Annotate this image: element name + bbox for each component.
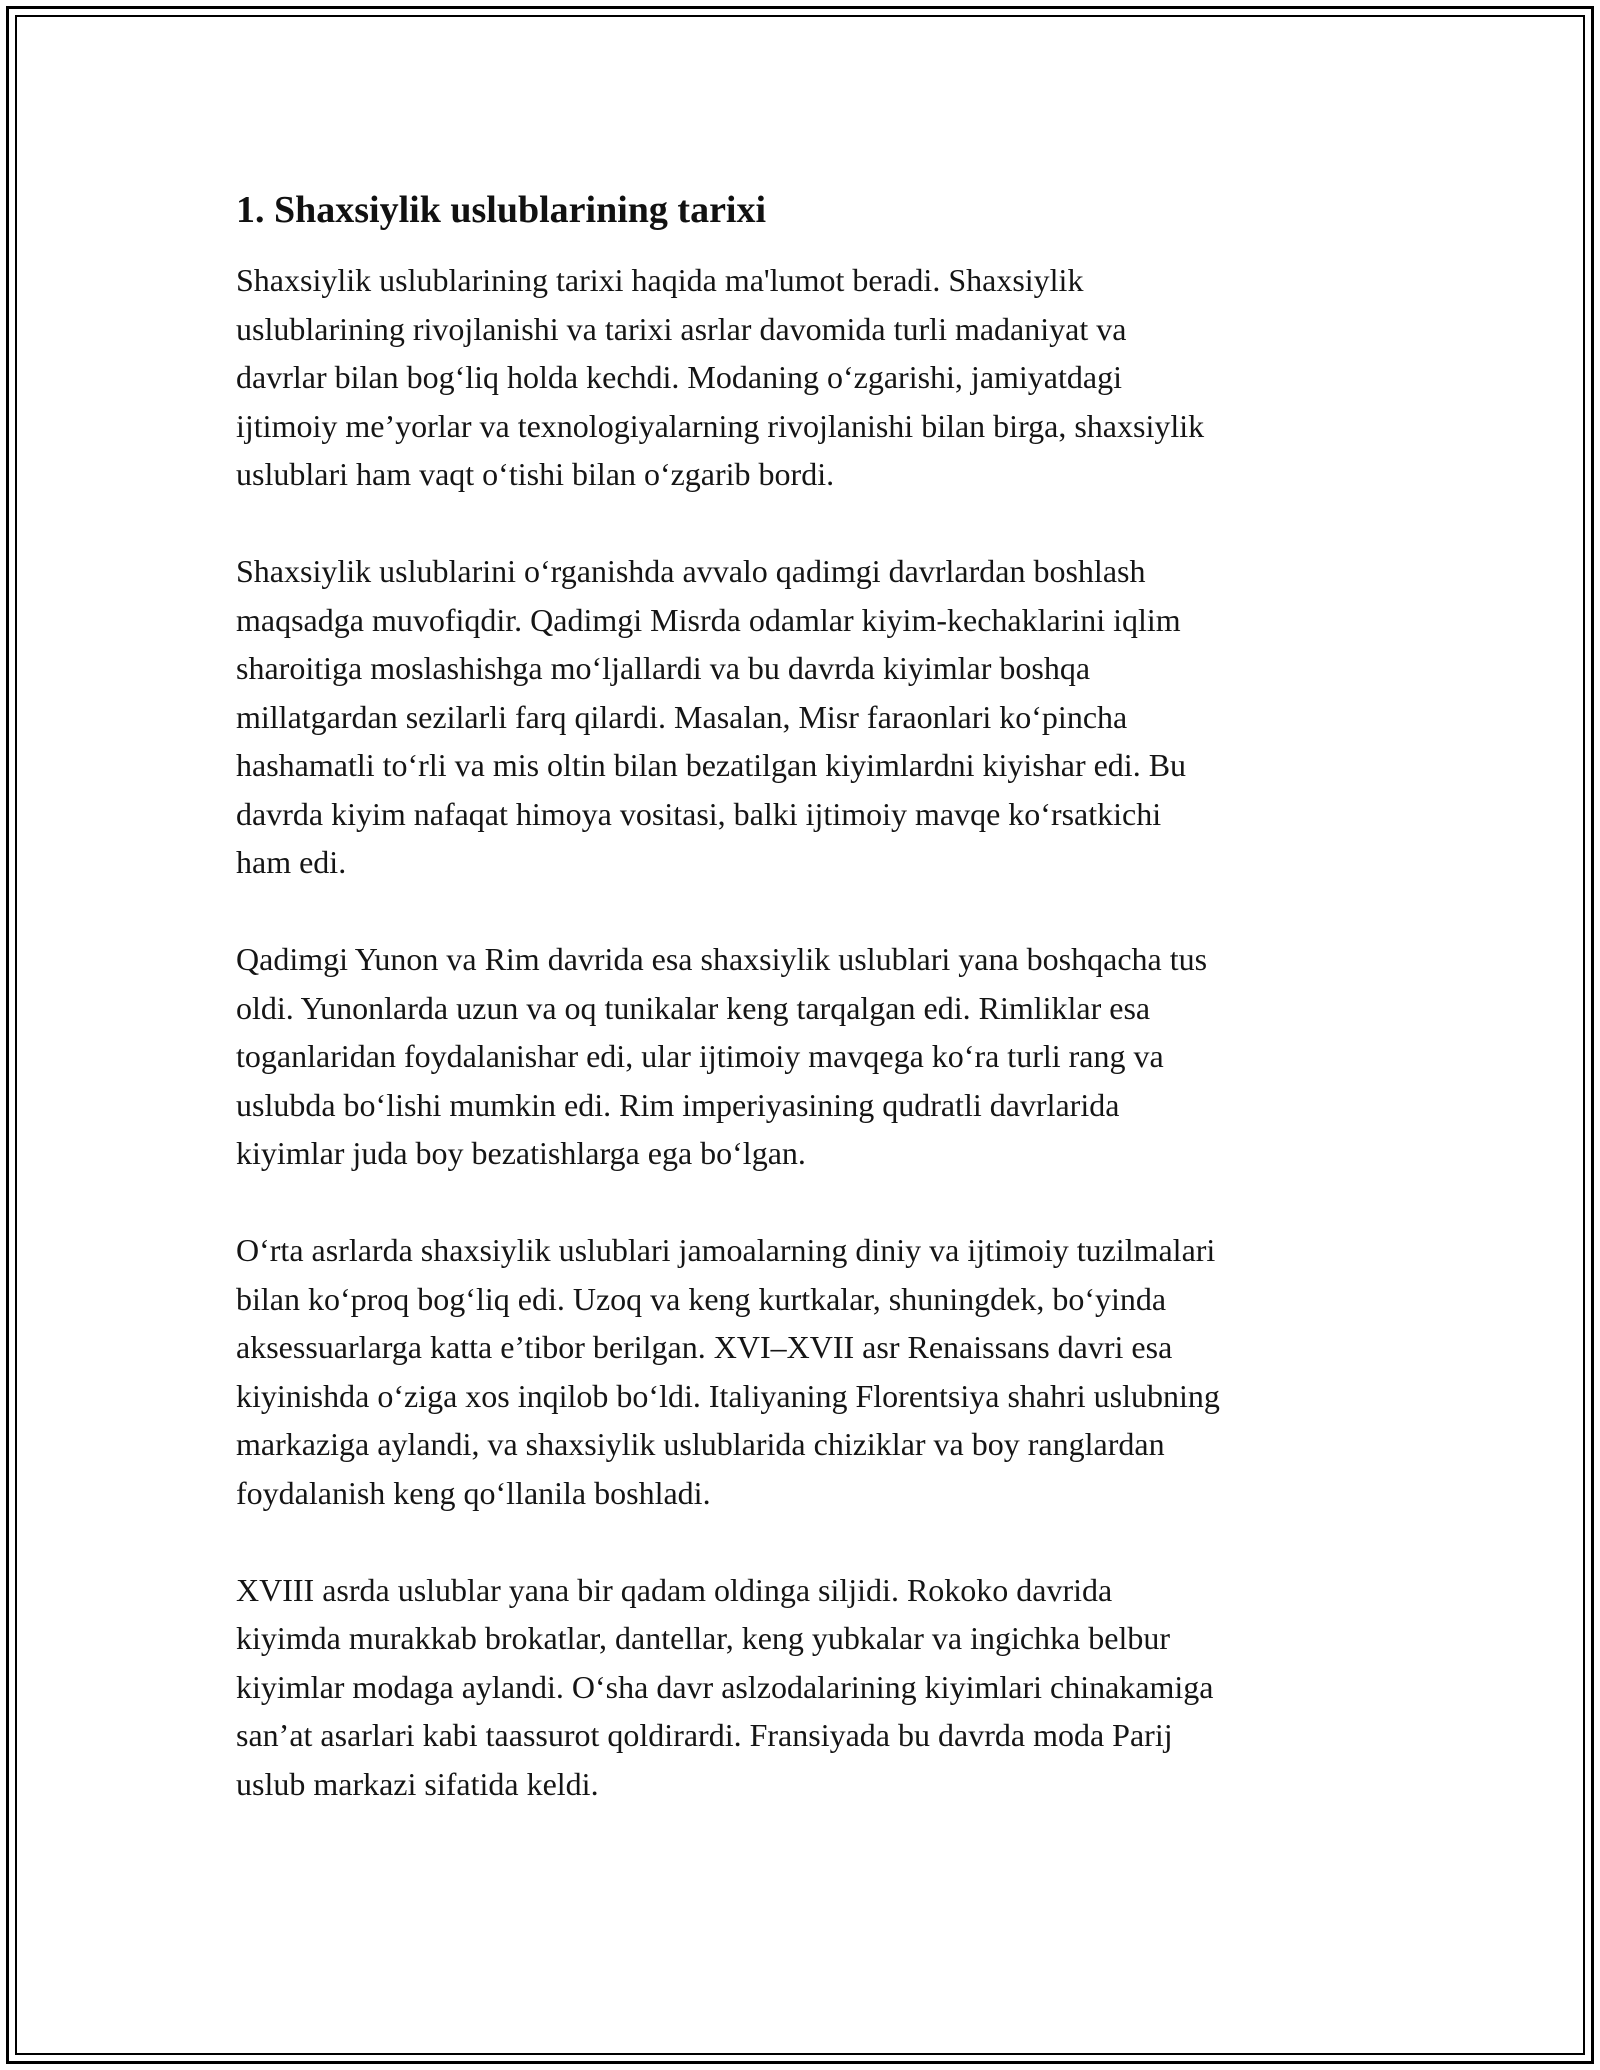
paragraph-ancient-egypt <box>236 547 1366 887</box>
text-line: kiyimlar juda boy bezatishlarga ega bo‘lgan. <box>236 1135 806 1171</box>
text-line: millatgardan sezilarli farq qilardi. Masalan, Misr faraonlari ko‘pincha <box>236 698 1128 735</box>
text-line: uslub markazi sifatida keldi. <box>236 1765 599 1802</box>
text-line: uslublarining rivojlanishi va tarixi asrlar davomida turli madaniyat va <box>236 310 1127 347</box>
text-line: XVIII asrda uslublar yana bir qadam oldinga siljidi. Rokoko davrida <box>236 1571 1113 1608</box>
text-line: oldi. Yunonlarda uzun va oq tunikalar keng tarqalgan edi. Rimliklar esa <box>236 989 1151 1026</box>
text-line: ham edi. <box>236 844 347 880</box>
text-line: maqsadga muvofiqdir. Qadimgi Misrda odamlar kiyim-kechaklarini iqlim <box>236 601 1181 638</box>
text-line: kiyimda murakkab brokatlar, dantellar, keng yubkalar va ingichka belbur <box>236 1620 1170 1656</box>
text-line: toganlaridan foydalanishar edi, ular ijtimoiy mavqega ko‘ra turli rang va <box>236 1038 1164 1074</box>
text-line: kiyimlar modaga aylandi. O‘sha davr aslzodalarining kiyimlari chinakamiga <box>236 1668 1214 1705</box>
text-line: Shaxsiylik uslublarining tarixi haqida ma'lumot beradi. Shaxsiylik <box>236 262 1084 298</box>
text-line: davrlar bilan bog‘liq holda kechdi. Modaning o‘zgarishi, jamiyatdagi <box>236 359 1122 395</box>
text-line: markaziga aylandi, va shaxsiylik uslublarida chiziklar va boy ranglardan <box>236 1426 1165 1462</box>
paragraph-intro <box>236 256 1366 499</box>
text-line: O‘rta asrlarda shaxsiylik uslublari jamoalarning diniy va ijtimoiy tuzilmalari <box>236 1232 1216 1268</box>
text-line: hashamatli to‘rli va mis oltin bilan bezatilgan kiyimlardni kiyishar edi. Bu <box>236 747 1187 783</box>
paragraph-18th-century <box>236 1566 1366 1809</box>
text-line: Shaxsiylik uslublarini o‘rganishda avvalo qadimgi davrlardan boshlash <box>236 553 1146 589</box>
paragraph-middle-ages <box>236 1226 1366 1517</box>
text-line: san’at asarlari kabi taassurot qoldirardi. Fransiyada bu davrda moda Parij <box>236 1717 1173 1753</box>
text-line: bilan ko‘proq bog‘liq edi. Uzoq va keng kurtkalar, shuningdek, bo‘yinda <box>236 1280 1167 1317</box>
text-line: uslublari ham vaqt o‘tishi bilan o‘zgarib bordi. <box>236 456 835 492</box>
section-heading: 1. Shaxsiylik uslublarining tarixi <box>236 189 767 231</box>
document-body <box>236 186 1366 1857</box>
text-line: aksessuarlarga katta e’tibor berilgan. XVI–XVII asr Renaissans davri esa <box>236 1329 1173 1365</box>
paragraph-greece-rome <box>236 935 1366 1178</box>
text-line: sharoitiga moslashishga mo‘ljallardi va bu davrda kiyimlar boshqa <box>236 650 1091 686</box>
text-line: kiyinishda o‘ziga xos inqilob bo‘ldi. Italiyaning Florentsiya shahri uslubning <box>236 1377 1220 1414</box>
text-line: ijtimoiy me’yorlar va texnologiyalarning rivojlanishi bilan birga, shaxsiylik <box>236 407 1205 444</box>
text-line: foydalanish keng qo‘llanila boshladi. <box>236 1474 711 1511</box>
text-line: davrda kiyim nafaqat himoya vositasi, balki ijtimoiy mavqe ko‘rsatkichi <box>236 795 1162 832</box>
text-line: Qadimgi Yunon va Rim davrida esa shaxsiylik uslublari yana boshqacha tus <box>236 941 1208 977</box>
text-line: uslubda bo‘lishi mumkin edi. Rim imperiyasining qudratli davrlarida <box>236 1086 1120 1123</box>
